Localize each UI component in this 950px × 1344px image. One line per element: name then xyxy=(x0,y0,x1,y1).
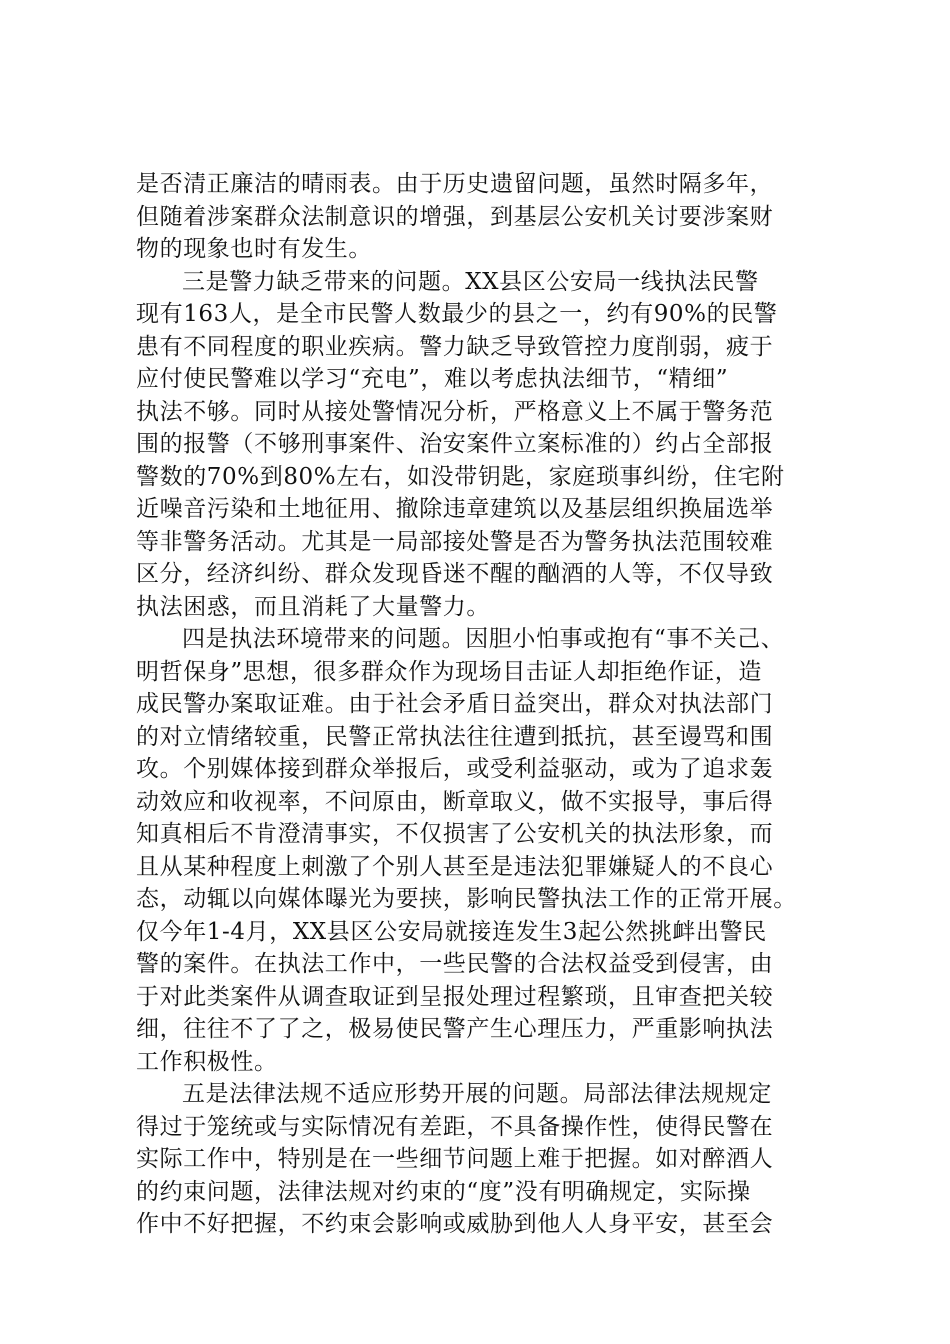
text-line: 细，往往不了了之，极易使民警产生心理压力，严重影响执法 xyxy=(136,1016,774,1042)
text-line: 现有163人，是全市民警人数最少的县之一，约有90%的民警 xyxy=(136,301,778,327)
text-line: 知真相后不肯澄清事实，不仅损害了公安机关的执法形象，而 xyxy=(136,821,774,847)
text-line: 执法困惑，而且消耗了大量警力。 xyxy=(136,593,490,620)
text-line: 警的案件。在执法工作中，一些民警的合法权益受到侵害，由 xyxy=(136,951,774,977)
text-line: 物的现象也时有发生。 xyxy=(136,236,372,262)
paragraph-first-line: 三是警力缺乏带来的问题。XX县区公安局一线执法民警 xyxy=(182,268,759,295)
text-line: 等非警务活动。尤其是一局部接处警是否为警务执法范围较难 xyxy=(136,528,774,555)
text-line: 是否清正廉洁的晴雨表。由于历史遗留问题，虽然时隔多年， xyxy=(136,171,774,197)
text-line: 得过于笼统或与实际情况有差距，不具备操作性，使得民警在 xyxy=(136,1113,774,1140)
document-body-text xyxy=(136,168,828,1241)
text-line: 实际工作中，特别是在一些细节问题上难于把握。如对醉酒人 xyxy=(136,1146,774,1172)
text-line: 的约束问题，法律法规对约束的“度”没有明确规定，实际操 xyxy=(136,1178,751,1205)
text-line: 动效应和收视率，不问原由，断章取义，做不实报导，事后得 xyxy=(136,788,774,815)
text-line: 警数的70%到80%左右，如没带钥匙，家庭琐事纠纷，住宅附 xyxy=(136,463,785,490)
text-line: 患有不同程度的职业疾病。警力缺乏导致管控力度削弱，疲于 xyxy=(136,333,774,360)
text-line: 成民警办案取证难。由于社会矛盾日益突出，群众对执法部门 xyxy=(136,691,774,717)
text-line: 围的报警（不够刑事案件、治安案件立案标准的）约占全部报 xyxy=(136,431,774,457)
text-line: 态，动辄以向媒体曝光为要挟，影响民警执法工作的正常开展。 xyxy=(136,886,797,912)
text-line: 但随着涉案群众法制意识的增强，到基层公安机关讨要涉案财 xyxy=(136,203,774,230)
text-line: 应付使民警难以学习“充电”，难以考虑执法细节，“精细” xyxy=(136,366,729,392)
text-line: 近噪音污染和土地征用、撤除违章建筑以及基层组织换届选举 xyxy=(136,496,774,522)
text-line: 仅今年1-4月，XX县区公安局就接连发生3起公然挑衅出警民 xyxy=(136,918,767,945)
text-line: 作中不好把握，不约束会影响或威胁到他人人身平安，甚至会 xyxy=(136,1211,774,1237)
text-line: 于对此类案件从调查取证到呈报处理过程繁琐，且审查把关较 xyxy=(136,983,774,1010)
text-line: 区分，经济纠纷、群众发现昏迷不醒的酗酒的人等，不仅导致 xyxy=(136,561,774,587)
text-line: 的对立情绪较重，民警正常执法往往遭到抵抗，甚至谩骂和围 xyxy=(136,723,774,750)
text-line: 且从某种程度上刺激了个别人甚至是违法犯罪嫌疑人的不良心 xyxy=(136,853,774,880)
text-line: 工作积极性。 xyxy=(136,1048,278,1075)
text-line: 明哲保身”思想，很多群众作为现场目击证人却拒绝作证，造 xyxy=(136,658,762,685)
paragraph-first-line: 五是法律法规不适应形势开展的问题。局部法律法规规定 xyxy=(182,1081,772,1107)
text-line: 攻。个别媒体接到群众举报后，或受利益驱动，或为了追求轰 xyxy=(136,756,774,782)
text-line: 执法不够。同时从接处警情况分析，严格意义上不属于警务范 xyxy=(136,398,774,425)
paragraph-first-line: 四是执法环境带来的问题。因胆小怕事或抱有“事不关己、 xyxy=(182,626,785,652)
